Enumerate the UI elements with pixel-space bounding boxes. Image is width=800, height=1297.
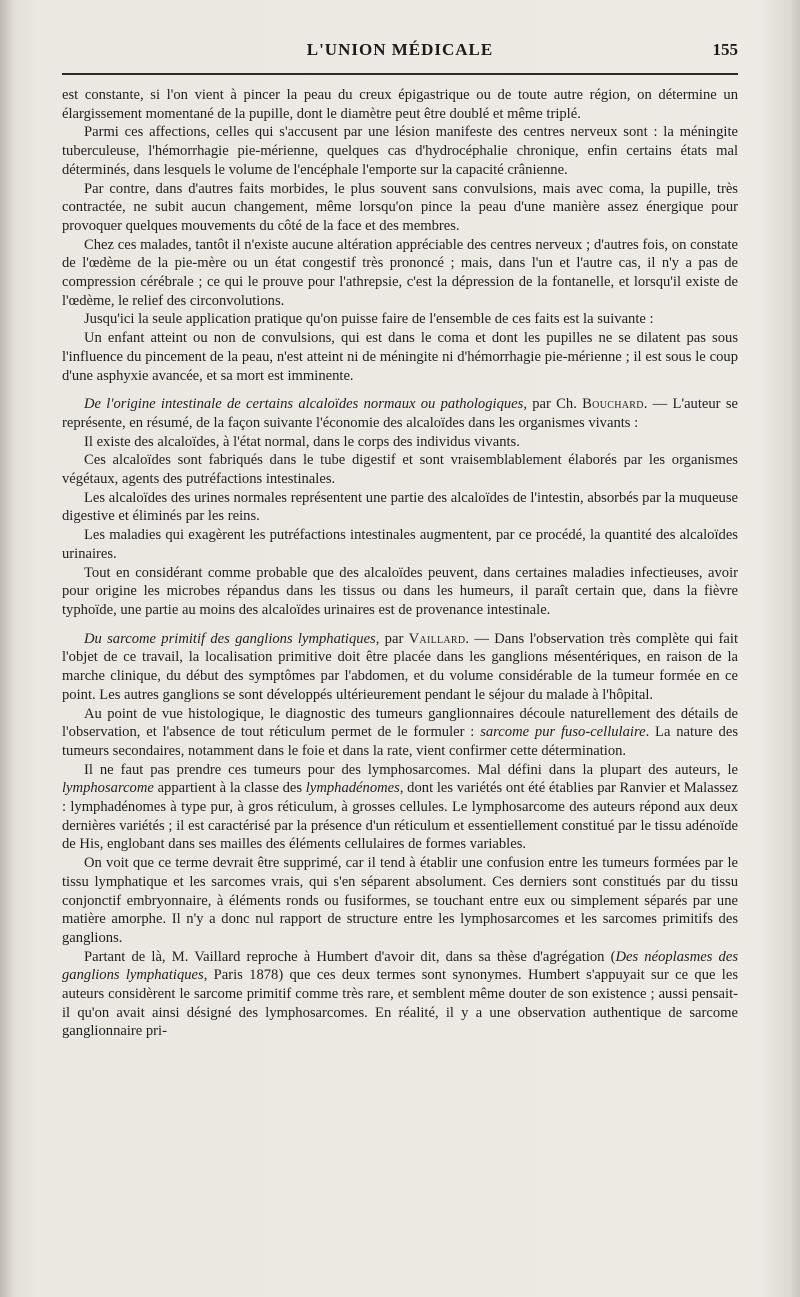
paragraph: Tout en considérant comme probable que des alcaloïdes peuvent, dans certaines maladies infectieuses, avoir pour origine les microbes répandus dans les tissus ou dans les humeurs, il paraît certain que, dans la fièvre typhoïde, une partie au moins des alcaloïdes urinaires est de provenance intestinale. — [62, 564, 738, 618]
article-byline: , par Ch. — [523, 396, 583, 413]
page-body — [62, 86, 738, 1041]
running-head — [62, 40, 738, 68]
text-run: Au point de vue histologique, le diagnostic des tumeurs ganglionnaires découle naturellement des détails de l'observation, et l'absence de tout réticulum permet de le formuler : — [62, 705, 738, 741]
text-run: , dont les variétés ont été établies par Ranvier et Malassez : lymphadénomes à type pur, à gros réticulum, à grosses cellules. Le lymphosarcome des auteurs répond aux deux dernières variétés ; il est caractérisé par la présence d'un réticulum et essentiellement constitué par le tissu adénoïde de His, englobant dans ses mailles des éléments cellulaires de formes variables. — [62, 780, 739, 853]
article-author: Bouchard — [582, 396, 644, 413]
text-run: Il ne faut pas prendre ces tumeurs pour des lymphosarcomes. Mal défini dans la plupart des auteurs, le — [84, 761, 738, 778]
paragraph — [62, 705, 738, 761]
paragraph: Par contre, dans d'autres faits morbides, le plus souvent sans convulsions, mais avec coma, la pupille, très contractée, ne subit aucun changement, même lorsqu'on pince la peau d'une manière assez énergique pour provoquer quelques mouvements du côté de la face et des membres. — [62, 180, 738, 234]
paragraph: Chez ces malades, tantôt il n'existe aucune altération appréciable des centres nerveux ; d'autres fois, on constate de l'œdème de la pie-mère ou un état congestif très prononcé ; mais, dans l'un et l'autre cas, il n'y a pas de compression cérébrale ; ce qui le prouve pour l'athrepsie, c'est la dépression de la fontanelle, et lorsqu'il existe de l'œdème, le relief des circonvolutions. — [62, 236, 738, 309]
article-title: De l'origine intestinale de certains alcaloïdes normaux ou pathologiques — [84, 396, 524, 413]
paragraph: Un enfant atteint ou non de convulsions, qui est dans le coma et dont les pupilles ne se dilatent pas sous l'influence du pincement de la peau, n'est atteint ni de méningite ni d'hémorrhagie pie-mérienne ; il est sous le coup d'une asphyxie avancée, et sa mort est imminente. — [62, 330, 738, 384]
journal-title: L'UNION MÉDICALE — [306, 40, 494, 59]
article-heading-alkaloids — [62, 395, 738, 432]
text-run: . La nature des tumeurs secondaires, notamment dans le foie et dans la rate, vient confirmer cette détermination. — [62, 724, 738, 759]
paragraph: Jusqu'ici la seule application pratique qu'on puisse faire de l'ensemble de ces faits est la suivante : — [84, 311, 654, 328]
text-run: , Paris 1878) que ces deux termes sont synonymes. Humbert s'appuyait sur ce que les auteurs considèrent le sarcome primitif comme très rare, et semblent même douter de son existence ; aussi pensait-il qu'on avait ainsi désigné des lymphosarcomes. En réalité, il y a une observation authentique de sarcome ganglionnaire pri- — [62, 967, 738, 1040]
page-number: 155 — [712, 40, 738, 59]
paragraph: Parmi ces affections, celles qui s'accusent par une lésion manifeste des centres nerveux sont : la méningite tuberculeuse, l'hémorrhagie pie-mérienne, quelques cas d'hydrocéphalie chronique, enfin certains états mal déterminés, dans lesquels le volume de l'encéphale l'emporte sur la capacité crânienne. — [62, 124, 738, 178]
text-run: appartient à la classe des — [153, 780, 306, 797]
italic-term: lymphosarcome — [62, 780, 154, 797]
text-run: Partant de là, M. Vaillard reproche à Humbert d'avoir dit, dans sa thèse d'agrégation ( — [84, 948, 616, 965]
article-lead: . — Dans l'observation très complète qui fait l'objet de ce travail, la localisation primitive doit être placée dans les ganglions mésentériques, en raison de la marche clinique, du début des symptômes par l'abdomen, et du volume considérable de la tumeur formée en ce point. Les autres ganglions se sont développés ultérieurement pendant le séjour du malade à l'hôpital. — [62, 630, 738, 703]
italic-term: sarcome pur fuso-cellulaire — [480, 724, 646, 741]
paragraph: On voit que ce terme devrait être supprimé, car il tend à établir une confusion entre les tumeurs formées par le tissu lymphatique et les sarcomes vrais, qui s'en séparent absolument. Ces derniers sont constitués par du tissu conjonctif embryonnaire, à éléments ronds ou fusiformes, se touchant entre eux ou simplement séparés par une matière amorphe. Il n'y a donc nul rapport de structure entre les lymphosarcomes et les sarcomes primitifs des ganglions. — [62, 855, 738, 946]
paragraph: Ces alcaloïdes sont fabriqués dans le tube digestif et sont vraisemblablement élaborés par les organismes végétaux, agents des putréfactions intestinales. — [62, 452, 738, 488]
article-byline: , par — [375, 630, 409, 647]
italic-reference: Des néoplasmes des ganglions lymphatiques — [62, 948, 738, 984]
paragraph: Les alcaloïdes des urines normales représentent une partie des alcaloïdes de l'intestin, absorbés par la muqueuse digestive et éliminés par les reins. — [62, 489, 738, 525]
paragraph: Les maladies qui exagèrent les putréfactions intestinales augmentent, par ce procédé, la quantité des alcaloïdes urinaires. — [62, 527, 738, 562]
article-author: Vaillard — [408, 630, 466, 647]
article-heading-sarcoma — [62, 630, 738, 705]
italic-term: lymphadénomes — [305, 780, 400, 797]
paragraph — [62, 948, 738, 1042]
paragraph: Il existe des alcaloïdes, à l'état normal, dans le corps des individus vivants. — [84, 433, 520, 450]
header-rule — [62, 73, 738, 75]
article-title: Du sarcome primitif des ganglions lymphatiques — [84, 630, 376, 647]
article-lead: . — L'auteur se représente, en résumé, de la façon suivante l'économie des alcaloïdes dans les organismes vivants : — [62, 396, 738, 431]
paragraph — [62, 761, 738, 855]
paragraph: est constante, si l'on vient à pincer la peau du creux épigastrique ou de toute autre région, on détermine un élargissement momentané de la pupille, dont le diamètre peut être doublé et même triplé. — [62, 87, 738, 122]
